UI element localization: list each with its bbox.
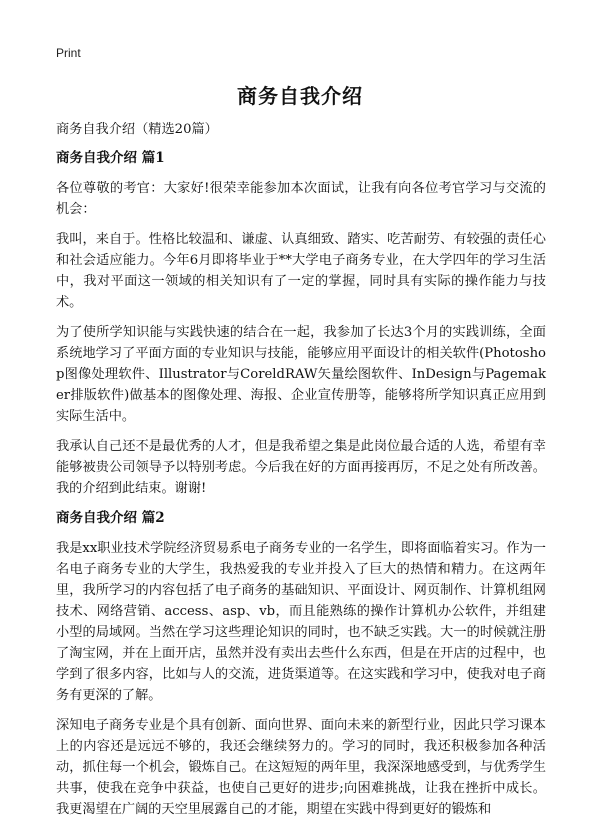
print-link[interactable]: Print xyxy=(56,46,81,60)
paragraph: 我叫，来自于。性格比较温和、谦虚、认真细致、踏实、吃苦耐劳、有较强的责任心和社会适应能力。今年6月即将毕业于**大学电子商务专业，在大学四年的学习生活中，我对平面这一领域的相关知识有了一定的掌握，同时具有实际的操作能力与技术。 xyxy=(56,232,546,310)
paragraph: 深知电子商务专业是个具有创新、面向世界、面向未来的新型行业，因此只学习课本上的内容还是远远不够的，我还会继续努力的。学习的同时，我还积极参加各种活动，抓住每一个机会，锻炼自己。在这短短的两年里，我深深地感受到，与优秀学生共事，使我在竞争中获益，也使自己更好的进步;向困难挑战，让我在挫折中成长。我更渴望在广阔的天空里展露自己的才能，期望在实践中得到更好的锻炼和 xyxy=(56,718,546,817)
paragraph: 为了使所学知识能与实践快速的结合在一起，我参加了长达3个月的实践训练，全面系统地学习了平面方面的专业知识与技能，能够应用平面设计的相关软件(Photoshop图像处理软件、Illustrator与CoreldRAW矢量绘图软件、InDesign与Pagemaker排版软件)做基本的图像处理、海报、企业宣传册等，能够将所学知识真正应用到实际生活中。 xyxy=(56,325,546,424)
section-heading: 商务自我介绍 篇2 xyxy=(56,510,165,526)
section-2 xyxy=(56,508,546,820)
page-title: 商务自我介绍 xyxy=(237,84,363,108)
section-1 xyxy=(56,148,546,499)
document-body xyxy=(56,119,546,828)
paragraph: 我承认自己还不是最优秀的人才，但是我希望之集是此岗位最合适的人选，希望有幸能够被贵公司领导予以特别考虑。今后我在好的方面再接再厉，不足之处有所改善。我的介绍到此结束。谢谢! xyxy=(56,439,546,496)
paragraph: 各位尊敬的考官：大家好!很荣幸能参加本次面试，让我有向各位考官学习与交流的机会： xyxy=(56,181,546,217)
section-heading: 商务自我介绍 篇1 xyxy=(56,150,165,166)
document-subtitle: 商务自我介绍（精选20篇） xyxy=(56,122,218,137)
paragraph: 我是xx职业技术学院经济贸易系电子商务专业的一名学生，即将面临着实习。作为一名电子商务专业的大学生，我热爱我的专业并投入了巨大的热情和精力。在这两年里，我所学习的内容包括了电子商务的基础知识、平面设计、网页制作、计算机组网技术、网络营销、access、asp、vb，而且能熟练的操作计算机办公软件，并组建小型的局域网。当然在学习这些理论知识的同时，也不缺乏实践。大一的时候就注册了淘宝网，并在上面开店，虽然并没有卖出去些什么东西，但是在开店的过程中，也学到了很多内容，比如与人的交流，进货渠道等。在这实践和学习中，使我对电子商务有更深的了解。 xyxy=(56,541,546,703)
